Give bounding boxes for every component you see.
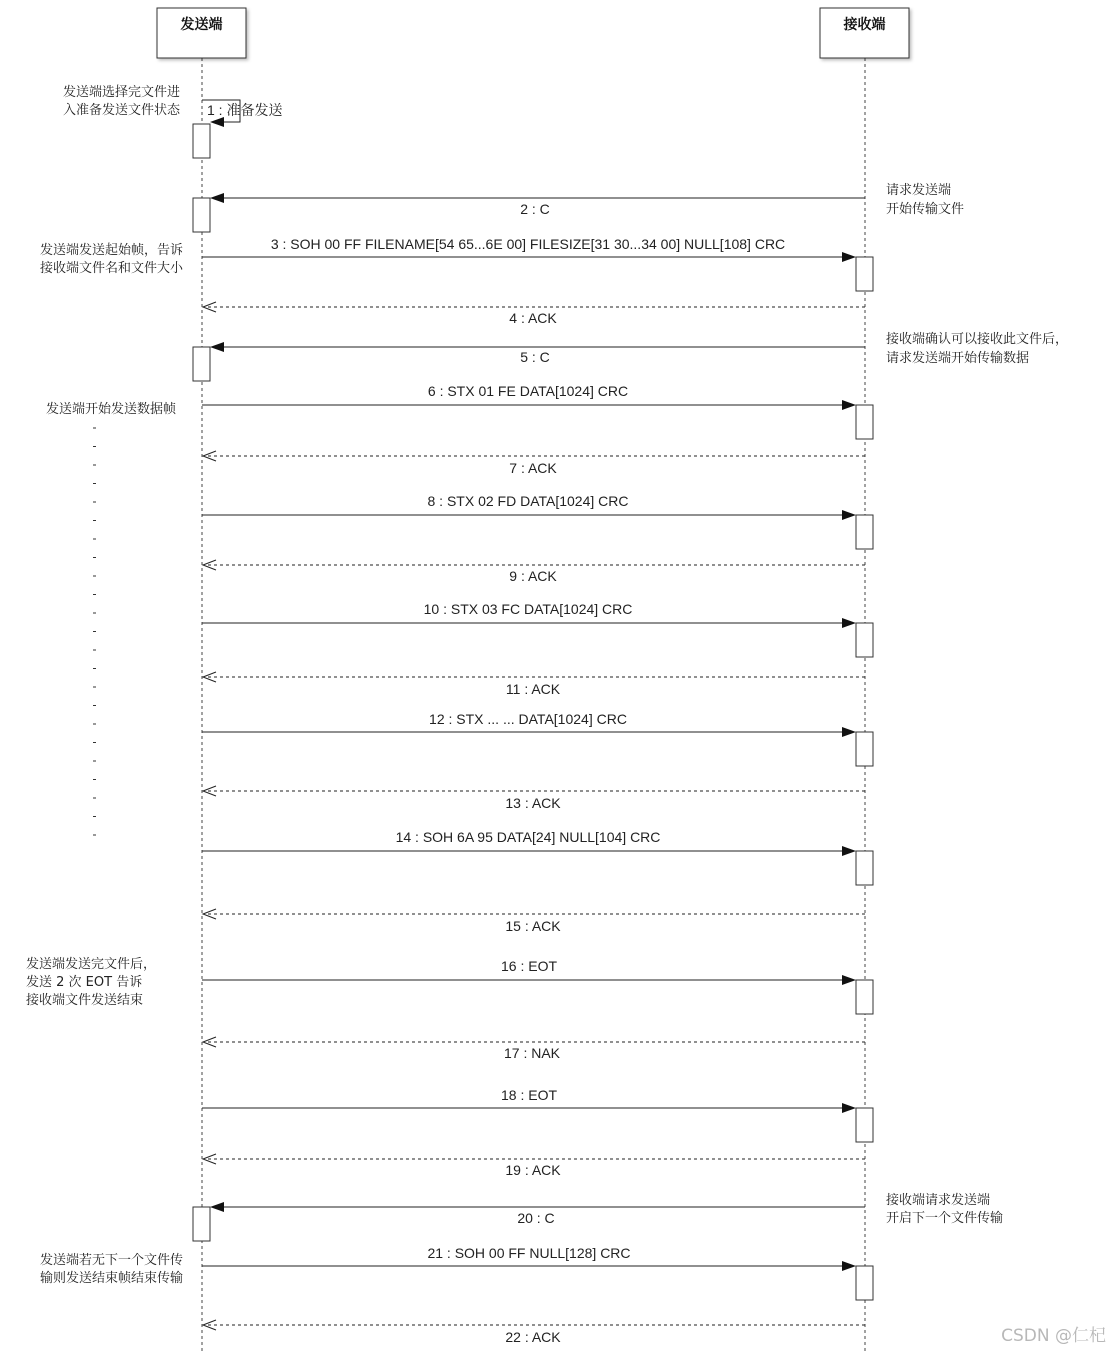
note-left [26, 956, 156, 1008]
note-line: 发送端若无下一个文件传 [39, 1253, 183, 1268]
activation-receiver [856, 623, 873, 657]
message-9 [203, 560, 865, 584]
arrowhead-filled [210, 342, 224, 352]
message-7 [203, 451, 865, 476]
note-right [886, 1192, 1003, 1226]
activation-receiver [856, 980, 873, 1014]
arrowhead-filled [210, 1202, 224, 1212]
activation-receiver [856, 515, 873, 549]
activation-receiver [856, 732, 873, 766]
message-label: 3 : SOH 00 FF FILENAME[54 65...6E 00] FILESIZE[31 30...34 00] NULL[108] CRC [270, 236, 786, 252]
message-label: 9 : ACK [509, 568, 557, 584]
note-left [40, 242, 184, 276]
message-5 [210, 342, 865, 365]
activation-receiver [856, 851, 873, 885]
message-18 [202, 1087, 856, 1113]
note-line: 发送端开始发送数据帧 [45, 402, 176, 417]
activation-sender [193, 347, 210, 381]
participant-sender-label: 发送端 [180, 17, 223, 33]
message-22 [203, 1320, 865, 1345]
message-20 [210, 1202, 865, 1226]
message-17 [203, 1037, 865, 1061]
activation-sender [193, 124, 210, 158]
note-line: 接收端请求发送端 [886, 1193, 991, 1208]
note-line: 请求发送端 [886, 183, 952, 198]
message-8 [202, 493, 856, 520]
arrowhead-filled [842, 975, 856, 985]
activation-sender [193, 1207, 210, 1241]
arrowhead-filled [842, 510, 856, 520]
message-4 [203, 302, 865, 326]
note-right [886, 331, 1068, 366]
message-label: 14 : SOH 6A 95 DATA[24] NULL[104] CRC [395, 829, 661, 845]
arrowhead-filled [842, 846, 856, 856]
message-label: 7 : ACK [509, 460, 557, 476]
participant-receiver [820, 8, 909, 58]
message-2 [210, 193, 865, 217]
message-label: 17 : NAK [503, 1045, 561, 1061]
message-label: 13 : ACK [505, 795, 561, 811]
message-label: 19 : ACK [505, 1162, 561, 1178]
arrowhead-filled [210, 193, 224, 203]
message-label: 15 : ACK [505, 918, 561, 934]
participant-receiver-label: 接收端 [843, 17, 886, 33]
message-15 [203, 909, 865, 934]
message-13 [203, 786, 865, 811]
note-line: 接收端确认可以接收此文件后， [886, 332, 1069, 347]
message-label: 4 : ACK [509, 310, 557, 326]
note-left [40, 1252, 183, 1286]
message-21 [202, 1245, 856, 1271]
message-3 [202, 236, 856, 262]
message-6 [202, 383, 856, 410]
message-label: 6 : STX 01 FE DATA[1024] CRC [427, 383, 629, 399]
note-line: 输则发送结束帧结束传输 [39, 1271, 183, 1286]
message-label: 16 : EOT [500, 958, 558, 974]
arrowhead-filled [842, 252, 856, 262]
activation-sender [193, 198, 210, 232]
participant-sender [157, 8, 246, 58]
note-line: 发送端选择完文件进 [62, 85, 180, 100]
note-line: 请求发送端开始传输数据 [886, 351, 1030, 366]
message-label: 1 : 准备发送 [207, 102, 283, 118]
message-label: 18 : EOT [500, 1087, 558, 1103]
activation-receiver [856, 257, 873, 291]
message-11 [203, 672, 865, 697]
arrowhead-filled [842, 618, 856, 628]
arrowhead-filled [842, 1261, 856, 1271]
message-16 [202, 958, 856, 985]
message-12 [202, 711, 856, 737]
message-label: 22 : ACK [505, 1329, 561, 1345]
message-label: 5 : C [520, 349, 550, 365]
message-label: 21 : SOH 00 FF NULL[128] CRC [427, 1245, 631, 1261]
note-line: 发送 2 次 EOT 告诉 [26, 975, 143, 990]
note-line: 开始传输文件 [886, 202, 965, 217]
note-left [46, 401, 177, 417]
note-line: 开启下一个文件传输 [886, 1211, 1004, 1226]
message-label: 2 : C [520, 201, 550, 217]
ellipsis-dash-column [93, 428, 96, 835]
message-1 [202, 100, 282, 127]
arrowhead-filled [210, 117, 224, 127]
arrowhead-filled [842, 1103, 856, 1113]
note-line: 发送端发送起始帧，告诉 [39, 243, 183, 258]
message-label: 10 : STX 03 FC DATA[1024] CRC [423, 601, 633, 617]
message-19 [203, 1154, 865, 1178]
message-label: 11 : ACK [505, 681, 561, 697]
message-label: 12 : STX ... ... DATA[1024] CRC [429, 711, 627, 727]
activation-receiver [856, 405, 873, 439]
activation-receiver [856, 1266, 873, 1300]
message-label: 20 : C [517, 1210, 555, 1226]
note-line: 接收端文件发送结束 [26, 993, 144, 1008]
note-line: 接收端文件名和文件大小 [39, 261, 183, 276]
activation-receiver [856, 1108, 873, 1142]
arrowhead-filled [842, 400, 856, 410]
note-line: 入准备发送文件状态 [62, 103, 180, 118]
note-line: 发送端发送完文件后， [26, 957, 157, 972]
message-14 [202, 829, 856, 856]
message-10 [202, 601, 856, 628]
message-label: 8 : STX 02 FD DATA[1024] CRC [427, 493, 629, 509]
note-left [63, 84, 181, 118]
note-right [886, 182, 964, 217]
watermark: CSDN @仁杞 [1001, 1326, 1106, 1346]
arrowhead-filled [842, 727, 856, 737]
